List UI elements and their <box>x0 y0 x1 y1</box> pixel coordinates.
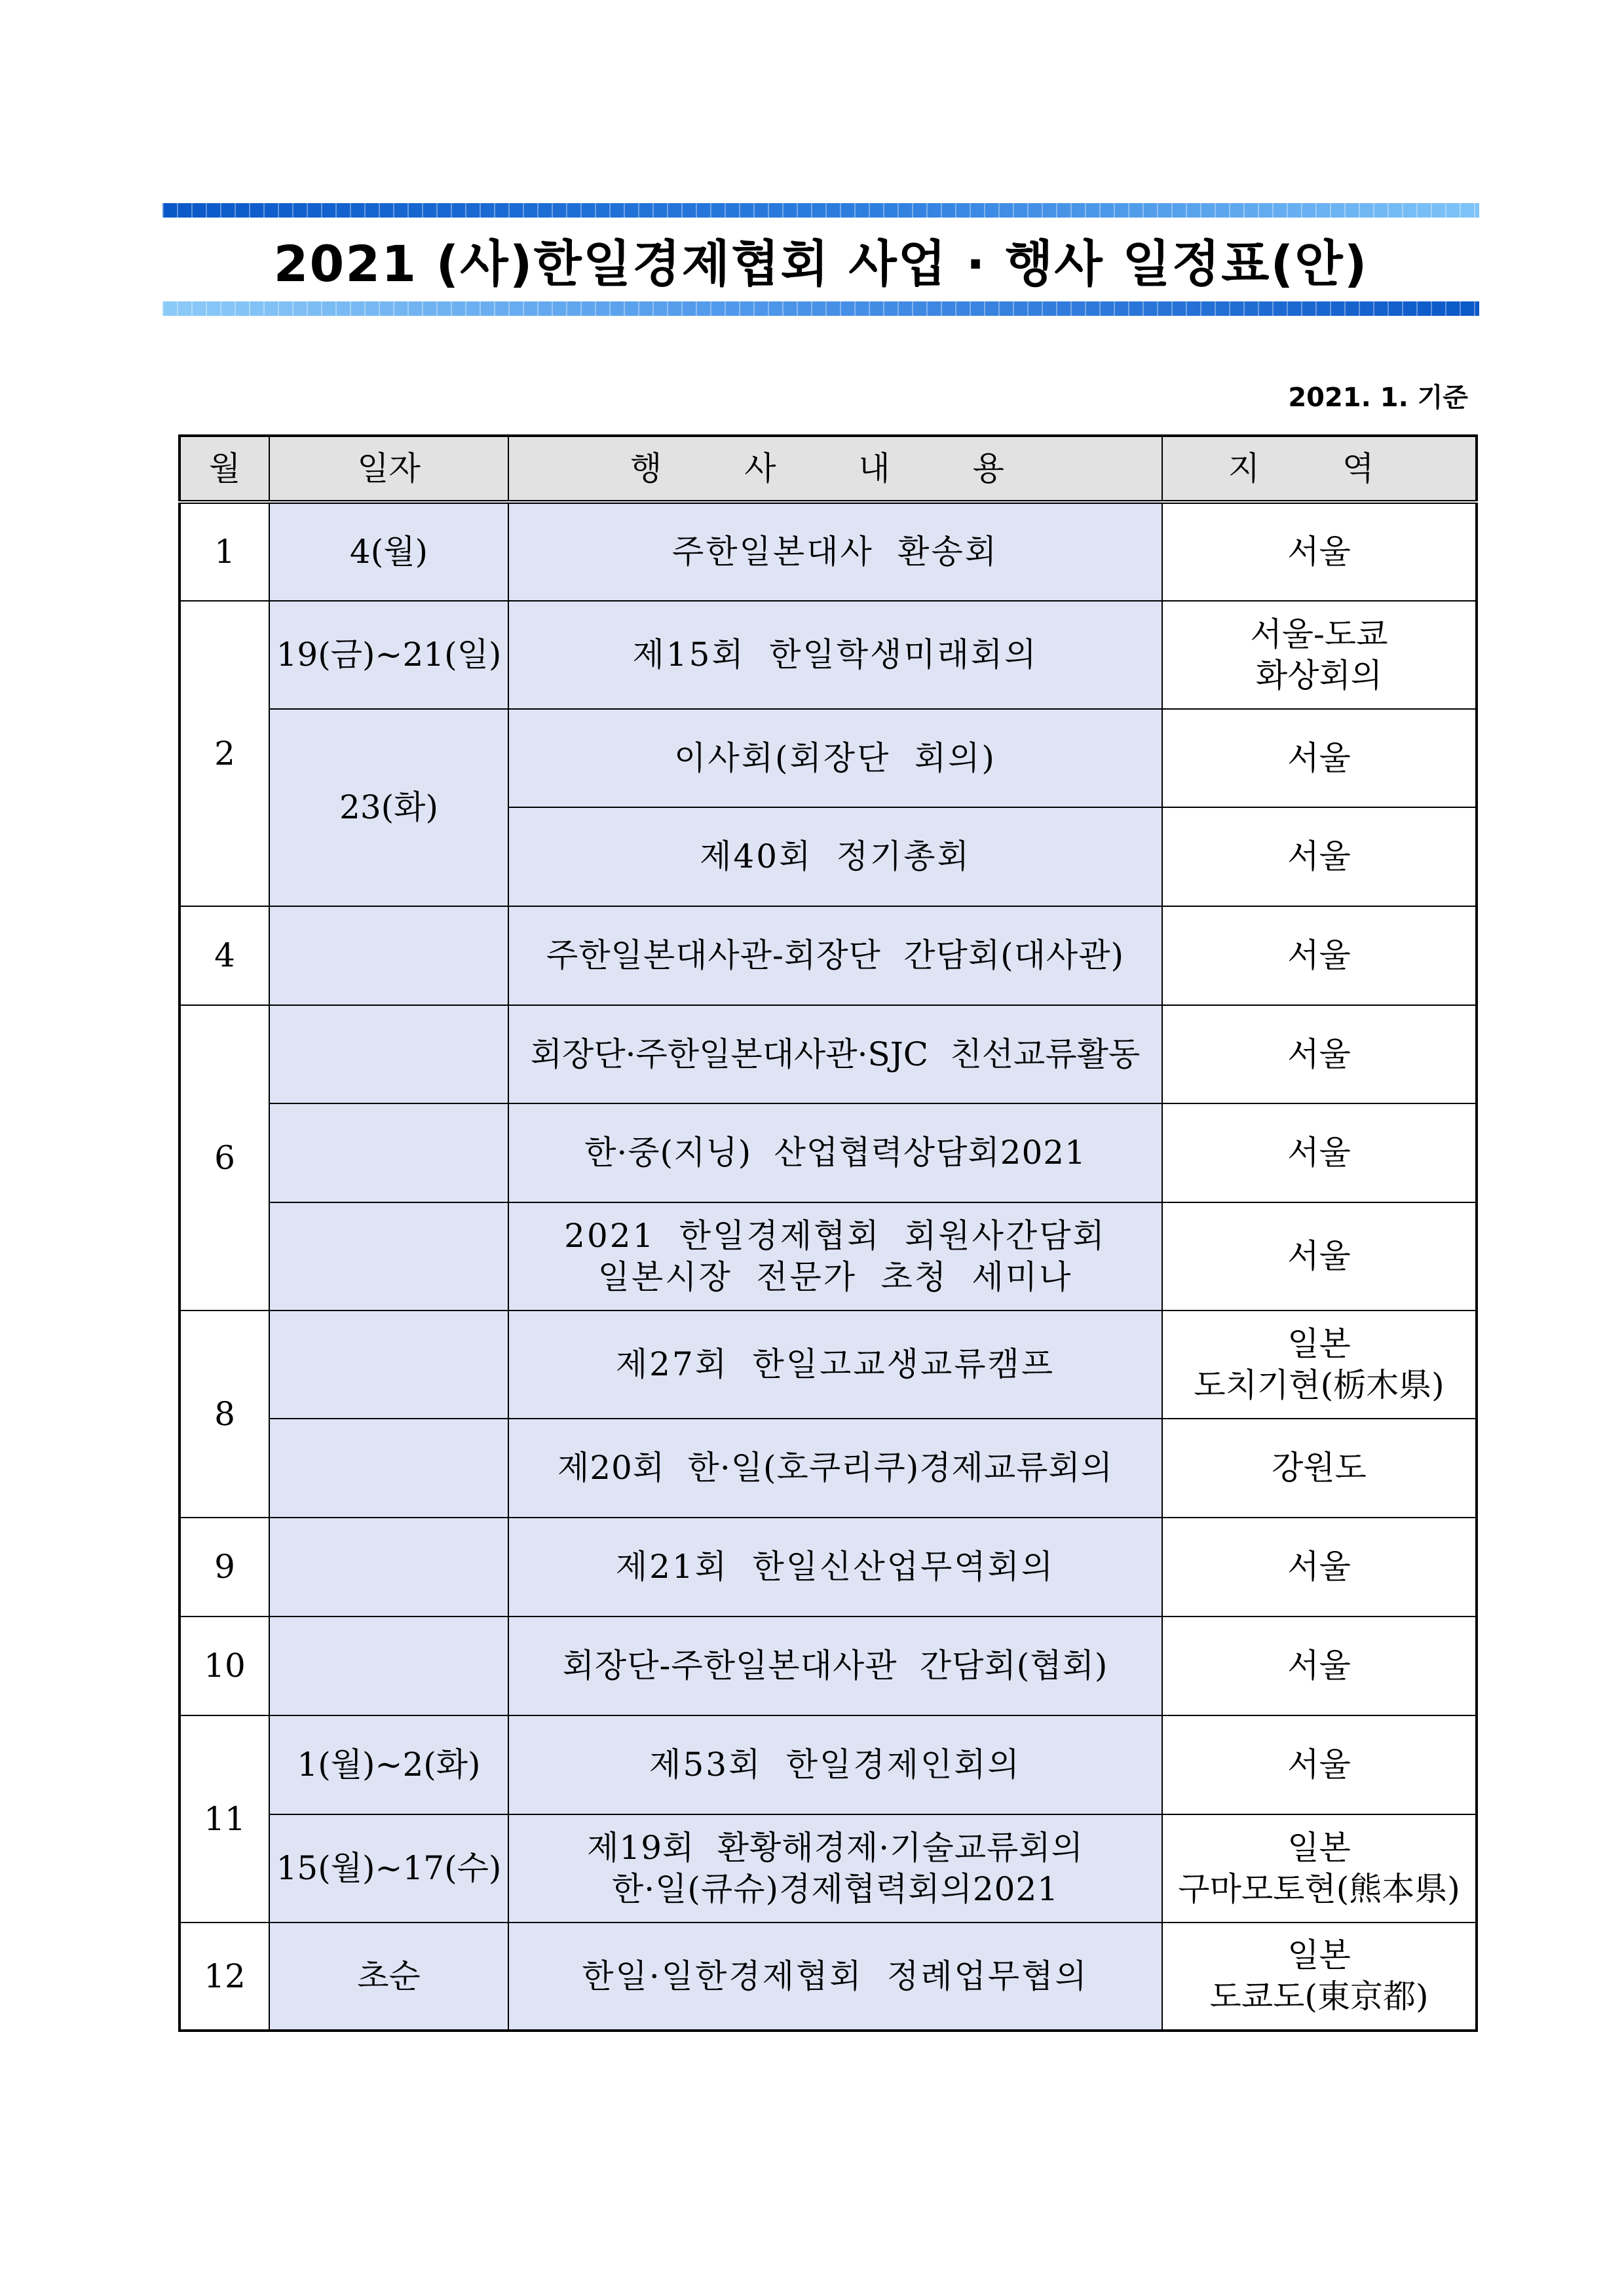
table-row <box>179 709 1477 807</box>
date-cell <box>269 1311 508 1419</box>
content-cell: 한일·일한경제협회 정례업무협의 <box>508 1923 1162 2031</box>
content-cell: 제27회 한일고교생교류캠프 <box>508 1311 1162 1419</box>
region-cell: 서울 <box>1162 807 1477 906</box>
table-row <box>179 1311 1477 1419</box>
date-cell: 4(월) <box>269 502 508 601</box>
region-cell: 서울 <box>1162 1518 1477 1617</box>
date-cell <box>269 1419 508 1518</box>
title-bottom-bar <box>162 301 1479 316</box>
region-cell: 일본 도치기현(栃木県) <box>1162 1311 1477 1419</box>
region-cell: 서울-도쿄 화상회의 <box>1162 601 1477 709</box>
table-row <box>179 601 1477 709</box>
table-row <box>179 502 1477 601</box>
header-region: 지 역 <box>1162 436 1477 502</box>
date-cell <box>269 1005 508 1103</box>
date-cell: 15(월)~17(수) <box>269 1814 508 1923</box>
header-row <box>179 436 1477 502</box>
date-cell: 초순 <box>269 1923 508 2031</box>
table-row <box>179 1202 1477 1311</box>
table-row <box>179 1715 1477 1814</box>
table-row <box>179 1518 1477 1617</box>
content-cell: 주한일본대사 환송회 <box>508 502 1162 601</box>
region-cell: 서울 <box>1162 709 1477 807</box>
basis-date: 2021. 1. 기준 <box>1288 383 1468 413</box>
title-top-bar <box>162 203 1479 218</box>
table-row <box>179 1005 1477 1103</box>
month-cell: 8 <box>179 1311 269 1518</box>
content-cell: 2021 한일경제협회 회원사간담회 일본시장 전문가 초청 세미나 <box>508 1202 1162 1311</box>
month-cell: 10 <box>179 1617 269 1715</box>
month-cell: 1 <box>179 502 269 601</box>
document-title: 2021 (사)한일경제협회 사업 · 행사 일정표(안) <box>273 234 1369 293</box>
content-cell: 회장단·주한일본대사관·SJC 친선교류활동 <box>508 1005 1162 1103</box>
month-cell: 6 <box>179 1005 269 1311</box>
date-cell: 23(화) <box>269 709 508 906</box>
date-cell <box>269 1518 508 1617</box>
region-cell: 일본 구마모토현(熊本県) <box>1162 1814 1477 1923</box>
table-row <box>179 1923 1477 2031</box>
header-content: 행 사 내 용 <box>508 436 1162 502</box>
month-cell: 2 <box>179 601 269 906</box>
table-row <box>179 906 1477 1005</box>
date-cell <box>269 906 508 1005</box>
region-cell: 일본 도쿄도(東京都) <box>1162 1923 1477 2031</box>
region-cell: 서울 <box>1162 502 1477 601</box>
content-cell: 제15회 한일학생미래회의 <box>508 601 1162 709</box>
content-cell: 제40회 정기총회 <box>508 807 1162 906</box>
header-month: 월 <box>179 436 269 502</box>
content-cell: 제19회 환황해경제·기술교류회의 한·일(큐슈)경제협력회의2021 <box>508 1814 1162 1923</box>
table-row <box>179 1419 1477 1518</box>
region-cell: 서울 <box>1162 1715 1477 1814</box>
region-cell: 강원도 <box>1162 1419 1477 1518</box>
date-cell <box>269 1103 508 1202</box>
date-cell <box>269 1202 508 1311</box>
table-row <box>179 1103 1477 1202</box>
date-cell: 1(월)~2(화) <box>269 1715 508 1814</box>
header-date: 일자 <box>269 436 508 502</box>
table-row <box>179 1617 1477 1715</box>
month-cell: 11 <box>179 1715 269 1923</box>
table-row <box>179 1814 1477 1923</box>
month-cell: 4 <box>179 906 269 1005</box>
content-cell: 제20회 한·일(호쿠리쿠)경제교류회의 <box>508 1419 1162 1518</box>
region-cell: 서울 <box>1162 1202 1477 1311</box>
content-cell: 주한일본대사관-회장단 간담회(대사관) <box>508 906 1162 1005</box>
content-cell: 한·중(지닝) 산업협력상담회2021 <box>508 1103 1162 1202</box>
month-cell: 9 <box>179 1518 269 1617</box>
region-cell: 서울 <box>1162 1617 1477 1715</box>
month-cell: 12 <box>179 1923 269 2031</box>
schedule-table <box>178 434 1478 2032</box>
content-cell: 이사회(회장단 회의) <box>508 709 1162 807</box>
date-cell: 19(금)~21(일) <box>269 601 508 709</box>
content-cell: 제21회 한일신산업무역회의 <box>508 1518 1162 1617</box>
region-cell: 서울 <box>1162 906 1477 1005</box>
content-cell: 제53회 한일경제인회의 <box>508 1715 1162 1814</box>
content-cell: 회장단-주한일본대사관 간담회(협회) <box>508 1617 1162 1715</box>
date-cell <box>269 1617 508 1715</box>
region-cell: 서울 <box>1162 1005 1477 1103</box>
region-cell: 서울 <box>1162 1103 1477 1202</box>
